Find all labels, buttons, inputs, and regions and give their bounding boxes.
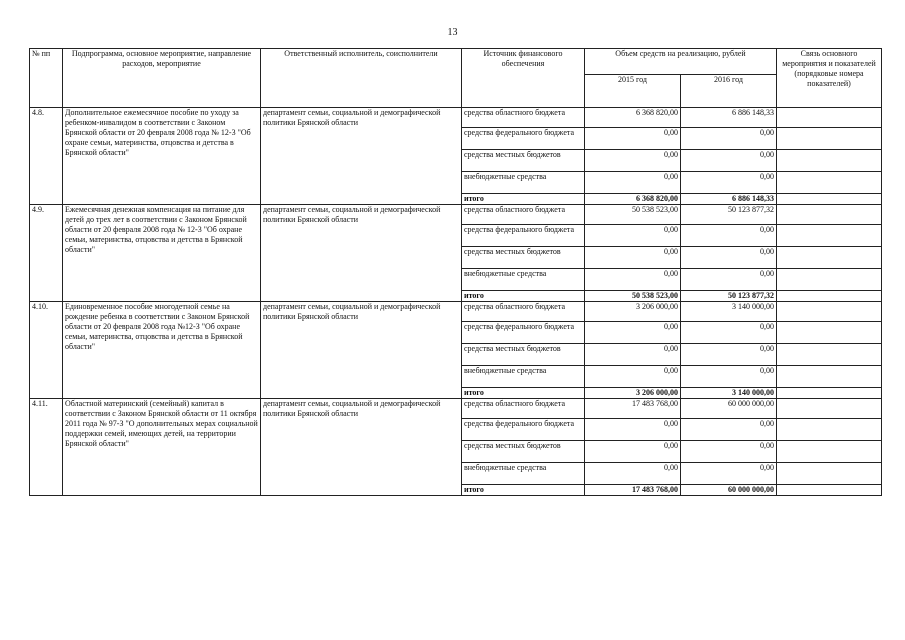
indicator-link — [777, 399, 882, 419]
amount-2016: 60 000 000,00 — [681, 399, 777, 419]
funding-source: итого — [462, 291, 585, 302]
amount-2015: 0,00 — [585, 269, 681, 291]
funding-source: средства федерального бюджета — [462, 128, 585, 150]
amount-2015: 0,00 — [585, 150, 681, 172]
amount-2016: 0,00 — [681, 463, 777, 485]
header-source: Источник финансового обеспечения — [462, 49, 585, 108]
amount-2016: 0,00 — [681, 247, 777, 269]
indicator-link — [777, 108, 882, 128]
funding-source: внебюджетные средства — [462, 366, 585, 388]
indicator-link — [777, 419, 882, 441]
amount-2015: 50 538 523,00 — [585, 205, 681, 225]
amount-2015: 17 483 768,00 — [585, 485, 681, 496]
item-description: Дополнительное ежемесячное пособие по уходу за ребенком-инвалидом в соответствии с Законом Брянской области от 20 февраля 2008 года № 12-3 "Об охране семьи, материнства, отцовства и детства в Брянской области" — [63, 108, 261, 205]
indicator-link — [777, 150, 882, 172]
amount-2015: 3 206 000,00 — [585, 302, 681, 322]
amount-2015: 0,00 — [585, 344, 681, 366]
budget-table — [29, 48, 882, 496]
amount-2015: 0,00 — [585, 128, 681, 150]
indicator-link — [777, 344, 882, 366]
header-year-2016: 2016 год — [681, 75, 777, 108]
funding-source: средства областного бюджета — [462, 302, 585, 322]
funding-source: средства областного бюджета — [462, 399, 585, 419]
item-executor: департамент семьи, социальной и демографической политики Брянской области — [261, 302, 462, 399]
amount-2016: 0,00 — [681, 419, 777, 441]
amount-2015: 17 483 768,00 — [585, 399, 681, 419]
amount-2016: 50 123 877,32 — [681, 205, 777, 225]
amount-2016: 0,00 — [681, 225, 777, 247]
amount-2016: 50 123 877,32 — [681, 291, 777, 302]
item-description: Ежемесячная денежная компенсация на питание для детей до трех лет в соответствии с Законом Брянской области от 20 февраля 2008 года № 12-3 "Об охране семьи, материнства, отцовства и детства в Брянской области" — [63, 205, 261, 302]
table-body — [30, 108, 882, 496]
header-executor: Ответственный исполнитель, соисполнители — [261, 49, 462, 108]
amount-2015: 0,00 — [585, 247, 681, 269]
amount-2016: 0,00 — [681, 366, 777, 388]
amount-2015: 0,00 — [585, 172, 681, 194]
indicator-link — [777, 225, 882, 247]
amount-2016: 6 886 148,33 — [681, 108, 777, 128]
funding-source: средства местных бюджетов — [462, 441, 585, 463]
indicator-link — [777, 291, 882, 302]
amount-2015: 6 368 820,00 — [585, 108, 681, 128]
amount-2016: 3 140 000,00 — [681, 388, 777, 399]
amount-2015: 0,00 — [585, 366, 681, 388]
funding-source: средства местных бюджетов — [462, 344, 585, 366]
amount-2016: 0,00 — [681, 172, 777, 194]
table-row — [30, 205, 882, 225]
item-executor: департамент семьи, социальной и демографической политики Брянской области — [261, 108, 462, 205]
funding-source: средства федерального бюджета — [462, 322, 585, 344]
amount-2016: 3 140 000,00 — [681, 302, 777, 322]
indicator-link — [777, 388, 882, 399]
indicator-link — [777, 247, 882, 269]
funding-source: итого — [462, 388, 585, 399]
indicator-link — [777, 269, 882, 291]
funding-source: внебюджетные средства — [462, 269, 585, 291]
amount-2016: 6 886 148,33 — [681, 194, 777, 205]
item-number: 4.8. — [30, 108, 63, 205]
funding-source: внебюджетные средства — [462, 172, 585, 194]
indicator-link — [777, 485, 882, 496]
amount-2015: 3 206 000,00 — [585, 388, 681, 399]
header-no: № пп — [30, 49, 63, 108]
item-executor: департамент семьи, социальной и демографической политики Брянской области — [261, 205, 462, 302]
indicator-link — [777, 322, 882, 344]
indicator-link — [777, 128, 882, 150]
amount-2015: 0,00 — [585, 225, 681, 247]
item-description: Единовременное пособие многодетной семье на рождение ребенка в соответствии с Законом Брянской области от 20 февраля 2008 года №12-З "Об охране семьи, материнства, отцовства и детства в Брянской области" — [63, 302, 261, 399]
amount-2016: 0,00 — [681, 150, 777, 172]
table-row — [30, 108, 882, 128]
funding-source: средства областного бюджета — [462, 108, 585, 128]
amount-2016: 0,00 — [681, 128, 777, 150]
amount-2015: 0,00 — [585, 419, 681, 441]
funding-source: средства областного бюджета — [462, 205, 585, 225]
funding-source: итого — [462, 194, 585, 205]
indicator-link — [777, 205, 882, 225]
header-link: Связь основного мероприятия и показателей (порядковые номера показателей) — [777, 49, 882, 108]
header-program: Подпрограмма, основное мероприятие, направление расходов, мероприятие — [63, 49, 261, 108]
amount-2015: 6 368 820,00 — [585, 194, 681, 205]
item-executor: департамент семьи, социальной и демографической политики Брянской области — [261, 399, 462, 496]
funding-source: средства местных бюджетов — [462, 247, 585, 269]
header-volume: Объем средств на реализацию, рублей — [585, 49, 777, 75]
item-number: 4.10. — [30, 302, 63, 399]
amount-2015: 0,00 — [585, 322, 681, 344]
item-number: 4.11. — [30, 399, 63, 496]
amount-2015: 50 538 523,00 — [585, 291, 681, 302]
funding-source: средства местных бюджетов — [462, 150, 585, 172]
amount-2016: 0,00 — [681, 322, 777, 344]
funding-source: средства федерального бюджета — [462, 225, 585, 247]
amount-2016: 0,00 — [681, 441, 777, 463]
amount-2016: 0,00 — [681, 344, 777, 366]
indicator-link — [777, 463, 882, 485]
table-row — [30, 302, 882, 322]
indicator-link — [777, 194, 882, 205]
amount-2016: 60 000 000,00 — [681, 485, 777, 496]
amount-2015: 0,00 — [585, 441, 681, 463]
table-row — [30, 399, 882, 419]
indicator-link — [777, 441, 882, 463]
indicator-link — [777, 172, 882, 194]
funding-source: средства федерального бюджета — [462, 419, 585, 441]
amount-2015: 0,00 — [585, 463, 681, 485]
indicator-link — [777, 366, 882, 388]
amount-2016: 0,00 — [681, 269, 777, 291]
header-year-2015: 2015 год — [585, 75, 681, 108]
indicator-link — [777, 302, 882, 322]
item-description: Областной материнский (семейный) капитал в соответствии с Законом Брянской области от 11 октября 2011 года № 97-З "О дополнительных мерах социальной поддержки семей, имеющих детей, на территории Брянской области" — [63, 399, 261, 496]
item-number: 4.9. — [30, 205, 63, 302]
funding-source: внебюджетные средства — [462, 463, 585, 485]
page-number: 13 — [447, 27, 458, 38]
funding-source: итого — [462, 485, 585, 496]
